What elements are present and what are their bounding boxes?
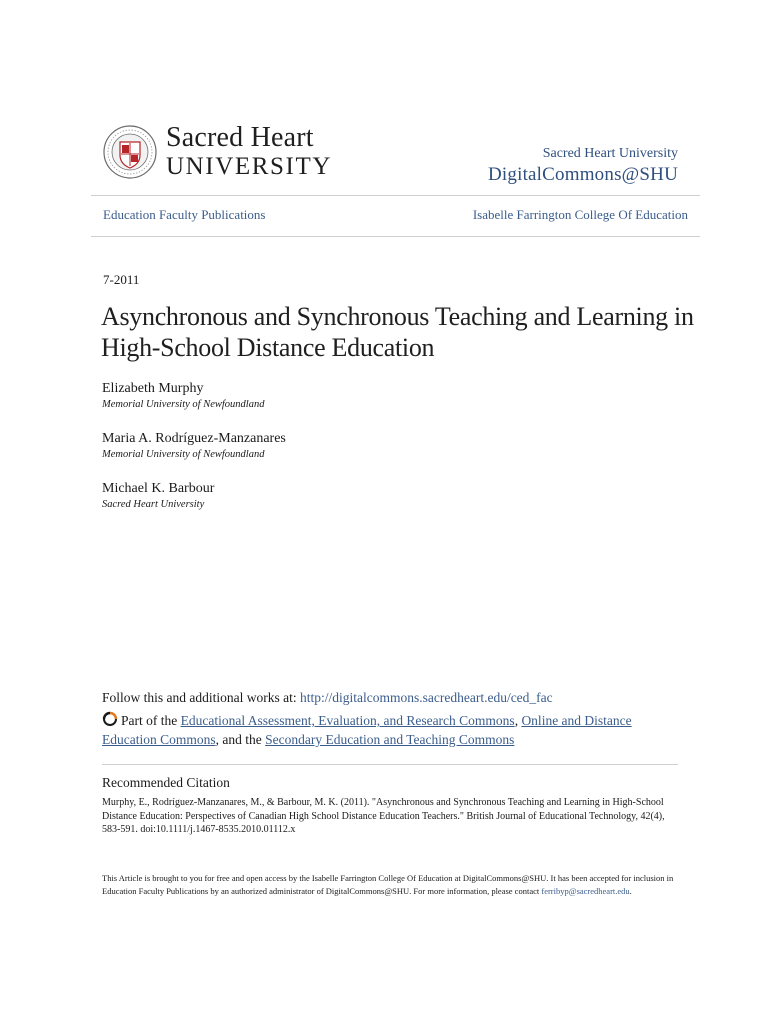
follow-text: Follow this and additional works at: bbox=[102, 690, 300, 705]
author-affiliation: Memorial University of Newfoundland bbox=[102, 449, 265, 460]
access-notice bbox=[102, 872, 677, 897]
author-affiliation: Memorial University of Newfoundland bbox=[102, 399, 265, 410]
repository-name: DigitalCommons@SHU bbox=[487, 164, 678, 185]
article-title: Asynchronous and Synchronous Teaching and Learning in High-School Distance Education bbox=[101, 302, 694, 362]
part-of-separator: , bbox=[514, 713, 522, 728]
series-link[interactable]: Education Faculty Publications bbox=[103, 207, 266, 222]
logo-line-2: UNIVERSITY bbox=[166, 153, 332, 180]
citation-heading: Recommended Citation bbox=[102, 775, 230, 790]
header-divider-bottom bbox=[91, 236, 700, 237]
university-seal-icon bbox=[103, 125, 157, 179]
logo-line-1: Sacred Heart bbox=[166, 122, 314, 153]
commons-link-secondary[interactable]: Secondary Education and Teaching Commons bbox=[265, 732, 515, 747]
commons-link-online-distance[interactable]: Online and Distance Education Commons bbox=[102, 713, 632, 747]
access-notice-end: . bbox=[629, 885, 632, 896]
collection-url-link[interactable]: http://digitalcommons.sacredheart.edu/ced_fac bbox=[300, 690, 553, 705]
author-entry bbox=[102, 480, 214, 512]
part-of-prefix: Part of the bbox=[121, 713, 181, 728]
publication-date: 7-2011 bbox=[103, 272, 140, 287]
author-name: Michael K. Barbour bbox=[102, 481, 215, 496]
follow-line bbox=[102, 689, 553, 707]
commons-network-icon bbox=[102, 711, 118, 727]
repository-brand[interactable] bbox=[488, 146, 678, 186]
access-notice-text: This Article is brought to you for free and open access by the Isabelle Farrington College Of Education at DigitalCommons@SHU. It has been accepted for inclusion in Education Faculty Publications by an authorized administrator of DigitalCommons@SHU. For more information, please contact bbox=[102, 873, 674, 896]
part-of-line bbox=[102, 711, 672, 749]
citation-divider bbox=[102, 764, 678, 765]
author-entry bbox=[102, 380, 264, 412]
author-entry bbox=[102, 430, 286, 462]
header-divider-top bbox=[91, 195, 700, 196]
commons-link-assessment[interactable]: Educational Assessment, Evaluation, and Research Commons bbox=[180, 713, 515, 728]
part-of-separator: , and the bbox=[215, 732, 266, 747]
author-name: Maria A. Rodríguez-Manzanares bbox=[102, 431, 286, 446]
author-affiliation: Sacred Heart University bbox=[102, 499, 205, 510]
repository-institution: Sacred Heart University bbox=[542, 146, 678, 161]
logo-wordmark bbox=[166, 124, 332, 179]
college-link[interactable]: Isabelle Farrington College Of Education bbox=[472, 207, 688, 222]
citation-text: Murphy, E., Rodríguez-Manzanares, M., & Barbour, M. K. (2011). "Asynchronous and Synchronous Teaching and Learning in High-School Distance Education: Perspectives of Canadian High School Distance Education Teachers." British Journal of Educational Technology, 42(4), 583-591. doi:10.1111/j.1467-8535.2010.01112.x bbox=[102, 797, 665, 835]
university-logo[interactable] bbox=[103, 124, 332, 179]
author-name: Elizabeth Murphy bbox=[102, 381, 204, 396]
contact-email-link[interactable]: ferribyp@sacredheart.edu bbox=[541, 885, 630, 896]
